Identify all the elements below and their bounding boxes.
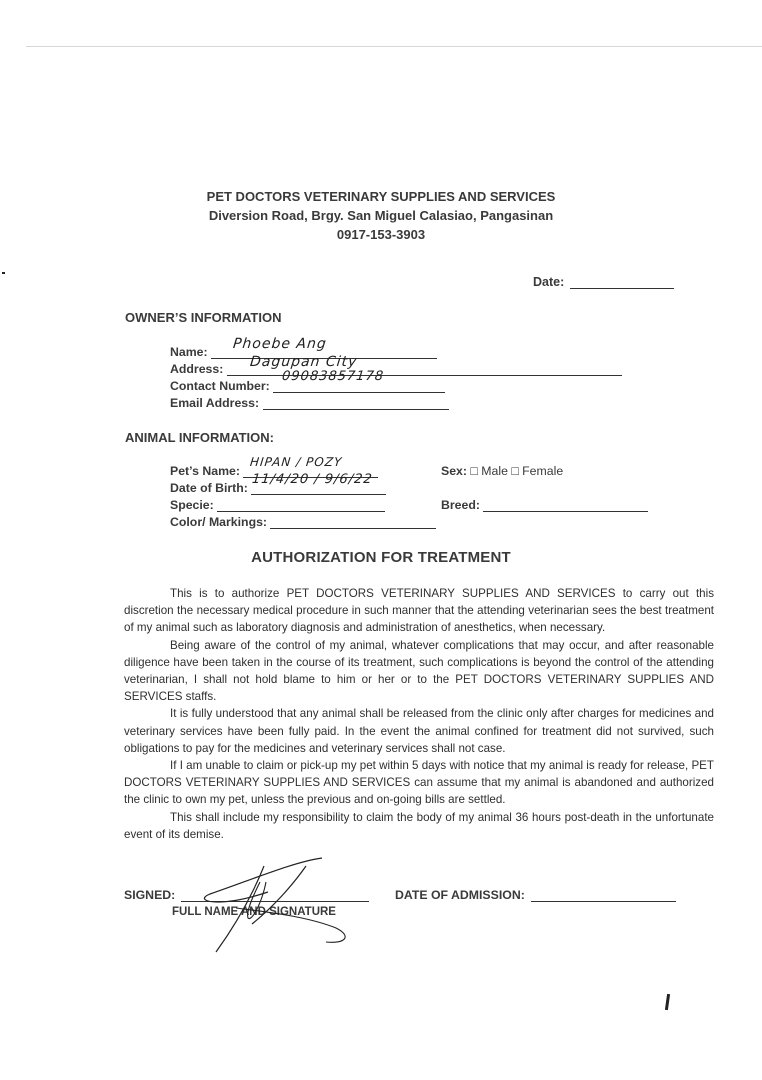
owner-address-handwriting: Dagupan City (249, 354, 359, 370)
date-label: Date: (533, 275, 565, 289)
owner-contact-label: Contact Number: (170, 379, 270, 393)
dob-handwriting: 11/4/20 / 9/6/22 (251, 472, 374, 487)
company-phone: 0917-153-3903 (336, 227, 426, 242)
owner-name-handwriting: Phoebe Ang (232, 336, 328, 352)
pet-name-label: Pet’s Name: (170, 464, 240, 478)
owner-name-label: Name: (170, 345, 208, 359)
authorization-title: AUTHORIZATION FOR TREATMENT (251, 549, 511, 566)
handwritten-signature (196, 852, 356, 956)
owner-heading: OWNER’S INFORMATION (125, 310, 282, 325)
signed-label: SIGNED: (124, 888, 176, 902)
letterhead (0, 187, 762, 244)
animal-heading: ANIMAL INFORMATION: (125, 430, 274, 445)
sex-female-checkbox[interactable]: □ Female (511, 464, 564, 478)
date-of-admission-line[interactable] (531, 889, 676, 902)
full-name-signature-caption: FULL NAME AND SIGNATURE (172, 906, 336, 918)
scan-speck (665, 994, 670, 1010)
company-name: PET DOCTORS VETERINARY SUPPLIES AND SERVICES (206, 189, 556, 204)
sex-label: Sex: (441, 464, 467, 478)
sex-field[interactable] (441, 464, 563, 478)
date-line[interactable] (570, 276, 674, 289)
color-markings-label: Color/ Markings: (170, 515, 268, 529)
date-of-admission-label: DATE OF ADMISSION: (395, 888, 525, 902)
breed-label: Breed: (441, 498, 480, 512)
authorization-paragraph: This shall include my responsibility to claim the body of my animal 36 hours post-death in the unfortunate event of its demise. (124, 810, 714, 841)
authorization-paragraph: This is to authorize PET DOCTORS VETERINARY SUPPLIES AND SERVICES to carry out this discretion the necessary medical procedure in such manner that the attending veterinarian sees the best treatment of my animal such as laboratory diagnosis and administration of anesthetics, when necessary. (124, 587, 714, 635)
authorization-paragraph: If I am unable to claim or pick-up my pet within 5 days with notice that my animal is ready for release, PET DOCTORS VETERINARY SUPPLIES AND SERVICES can assume that my animal is abandoned and authorized the clinic to own my pet, unless the previous and on-going bills are settled. (124, 759, 714, 807)
color-markings-field[interactable] (170, 515, 436, 529)
authorization-paragraph: It is fully understood that any animal shall be released from the clinic only after charges for medicines and veterinary services have been fully paid. In the event the animal confined for treatment did not survived, such obligations to pay for the medicines and veterinary services shall not case. (124, 707, 714, 755)
breed-field[interactable] (441, 498, 648, 512)
specie-field[interactable] (170, 498, 385, 512)
owner-address-field[interactable] (170, 362, 622, 376)
authorization-body (124, 585, 714, 843)
specie-label: Specie: (170, 498, 214, 512)
sex-male-checkbox[interactable]: □ Male (470, 464, 508, 478)
company-address: Diversion Road, Brgy. San Miguel Calasiao, Pangasinan (208, 208, 554, 223)
scan-edge-line (26, 46, 762, 47)
dob-label: Date of Birth: (170, 481, 248, 495)
pet-name-handwriting: HIPAN / POZY (249, 455, 344, 469)
specie-line[interactable] (217, 500, 385, 512)
owner-email-line[interactable] (263, 398, 449, 410)
date-of-admission-field[interactable] (395, 888, 676, 902)
authorization-paragraph: Being aware of the control of my animal, whatever complications that may occur, and after reasonable diligence have been taken in the course of its treatment, such complications is beyond the control of the attending veterinarian, I shall not hold blame to him or her or to the PET DOCTORS VETERINARY SUPPLIES AND SERVICES staffs. (124, 638, 714, 704)
scan-speck (2, 272, 5, 274)
owner-email-field[interactable] (170, 396, 449, 410)
breed-line[interactable] (483, 500, 648, 512)
owner-address-label: Address: (170, 362, 224, 376)
date-field[interactable] (533, 275, 674, 289)
color-markings-line[interactable] (270, 517, 436, 529)
owner-contact-handwriting: 09083857178 (281, 369, 385, 384)
owner-email-label: Email Address: (170, 396, 260, 410)
